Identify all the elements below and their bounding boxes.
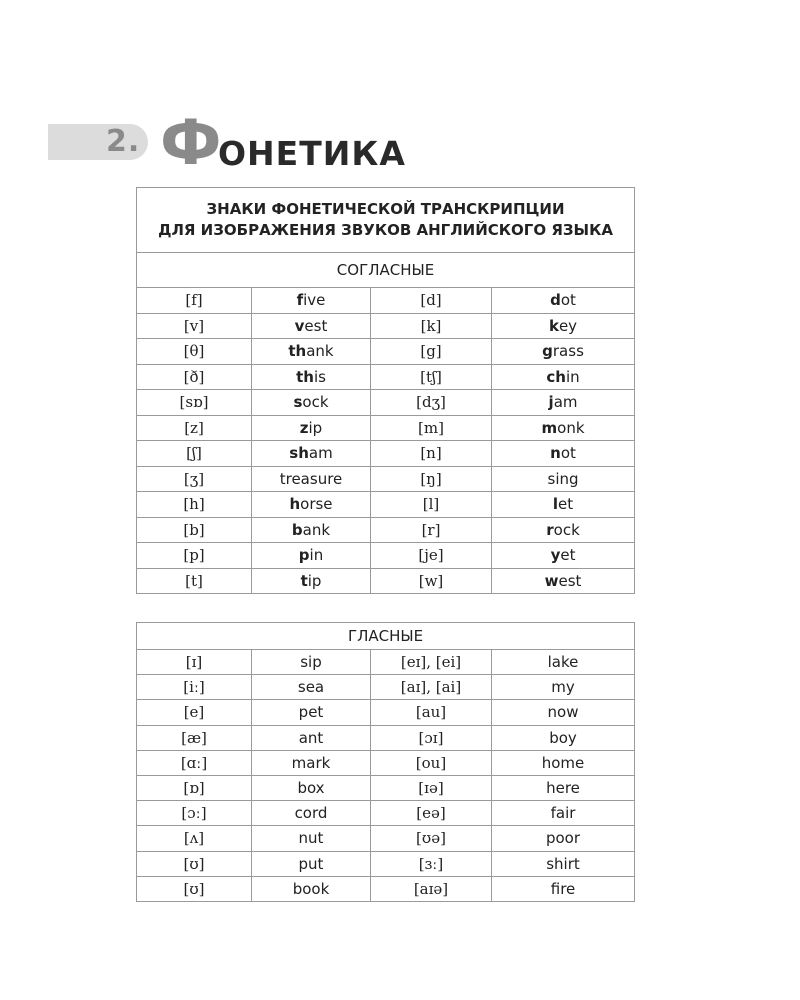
table-row [137, 339, 635, 365]
example-word: poor [492, 826, 635, 851]
caption-line-2: ДЛЯ ИЗОБРАЖЕНИЯ ЗВУКОВ АНГЛИЙСКОГО ЯЗЫКА [158, 221, 613, 239]
phonetic-symbol: [b] [137, 517, 252, 543]
phonetic-symbol: [ʌ] [137, 826, 252, 851]
example-word: sing [492, 466, 635, 492]
table-row [137, 750, 635, 775]
vowels-table [136, 622, 635, 902]
phonetic-symbol: [ɪə] [371, 775, 492, 800]
consonants-section-title: СОГЛАСНЫЕ [137, 253, 635, 288]
example-word: fire [492, 876, 635, 901]
phonetic-symbol: [eə] [371, 801, 492, 826]
example-word: five [252, 288, 371, 314]
example-word: dot [492, 288, 635, 314]
example-word: treasure [252, 466, 371, 492]
phonetic-symbol: [n] [371, 441, 492, 467]
example-word: tip [252, 568, 371, 594]
example-word: here [492, 775, 635, 800]
phonetic-symbol: [r] [371, 517, 492, 543]
example-word: boy [492, 725, 635, 750]
table-row [137, 851, 635, 876]
phonetic-symbol: [aɪ], [ai] [371, 675, 492, 700]
table-row [137, 675, 635, 700]
phonetic-symbol: [t] [137, 568, 252, 594]
example-word: pet [252, 700, 371, 725]
phonetic-symbol: [eɪ], [ei] [371, 650, 492, 675]
phonetic-symbol: [ɒ] [137, 775, 252, 800]
phonetic-symbol: [w] [371, 568, 492, 594]
table-row [137, 415, 635, 441]
example-word: mark [252, 750, 371, 775]
table-row [137, 517, 635, 543]
phonetic-symbol: [ʊ] [137, 851, 252, 876]
example-word: vest [252, 313, 371, 339]
phonetic-symbol: [ʊ] [137, 876, 252, 901]
phonetic-symbol: [e] [137, 700, 252, 725]
example-word: home [492, 750, 635, 775]
phonetic-symbol: [p] [137, 543, 252, 569]
example-word: thank [252, 339, 371, 365]
example-word: now [492, 700, 635, 725]
phonetic-symbol: [l] [371, 492, 492, 518]
phonetic-symbol: [æ] [137, 725, 252, 750]
table-row [137, 466, 635, 492]
phonetic-symbol: [g] [371, 339, 492, 365]
example-word: box [252, 775, 371, 800]
phonetic-symbol: [sɒ] [137, 390, 252, 416]
phonetic-symbol: [ʒ] [137, 466, 252, 492]
table-row [137, 288, 635, 314]
phonetic-symbol: [f] [137, 288, 252, 314]
table-row [137, 492, 635, 518]
caption-line-1: ЗНАКИ ФОНЕТИЧЕСКОЙ ТРАНСКРИПЦИИ [206, 200, 565, 218]
example-word: not [492, 441, 635, 467]
example-word: bank [252, 517, 371, 543]
table-row [137, 441, 635, 467]
example-word: rock [492, 517, 635, 543]
phonetic-symbol: [aɪə] [371, 876, 492, 901]
vowels-rows [137, 650, 635, 902]
table-row [137, 725, 635, 750]
table-row [137, 876, 635, 901]
chapter-header [0, 106, 800, 179]
phonetic-symbol: [ou] [371, 750, 492, 775]
example-word: my [492, 675, 635, 700]
table-row [137, 364, 635, 390]
table-caption [137, 188, 635, 253]
phonetic-symbol: [iː] [137, 675, 252, 700]
phonetic-symbol: [ð] [137, 364, 252, 390]
example-word: fair [492, 801, 635, 826]
table-row [137, 390, 635, 416]
phonetic-symbol: [tʃ] [371, 364, 492, 390]
example-word: chin [492, 364, 635, 390]
example-word: monk [492, 415, 635, 441]
phonetic-symbol: [z] [137, 415, 252, 441]
phonetic-symbol: [ʃ] [137, 441, 252, 467]
phonetic-symbol: [k] [371, 313, 492, 339]
example-word: this [252, 364, 371, 390]
chapter-number: 2. [106, 124, 141, 159]
chapter-title-rest: ОНЕТИКА [218, 134, 406, 173]
phonetic-symbol: [v] [137, 313, 252, 339]
phonetic-symbol: [ŋ] [371, 466, 492, 492]
example-word: west [492, 568, 635, 594]
phonetic-symbol: [d] [371, 288, 492, 314]
table-row [137, 650, 635, 675]
example-word: grass [492, 339, 635, 365]
chapter-title-initial: Ф [160, 106, 222, 179]
phonetic-symbol: [m] [371, 415, 492, 441]
phonetic-symbol: [h] [137, 492, 252, 518]
phonetic-symbol: [ɔː] [137, 801, 252, 826]
consonants-table [136, 187, 635, 594]
table-row [137, 313, 635, 339]
table-row [137, 700, 635, 725]
table-row [137, 826, 635, 851]
example-word: shirt [492, 851, 635, 876]
phonetic-symbol: [ɪ] [137, 650, 252, 675]
example-word: cord [252, 801, 371, 826]
phonetic-symbol: [dʒ] [371, 390, 492, 416]
table-row [137, 775, 635, 800]
phonetic-symbol: [θ] [137, 339, 252, 365]
example-word: put [252, 851, 371, 876]
phonetic-symbol: [ɜː] [371, 851, 492, 876]
example-word: horse [252, 492, 371, 518]
example-word: sham [252, 441, 371, 467]
table-row [137, 568, 635, 594]
example-word: lake [492, 650, 635, 675]
example-word: key [492, 313, 635, 339]
example-word: let [492, 492, 635, 518]
table-row [137, 543, 635, 569]
example-word: zip [252, 415, 371, 441]
consonants-rows [137, 288, 635, 594]
phonetic-symbol: [ɑː] [137, 750, 252, 775]
example-word: sip [252, 650, 371, 675]
example-word: yet [492, 543, 635, 569]
example-word: sock [252, 390, 371, 416]
phonetic-symbol: [au] [371, 700, 492, 725]
example-word: jam [492, 390, 635, 416]
example-word: pin [252, 543, 371, 569]
example-word: ant [252, 725, 371, 750]
example-word: nut [252, 826, 371, 851]
phonetic-symbol: [je] [371, 543, 492, 569]
phonetic-symbol: [ʊə] [371, 826, 492, 851]
phonetic-symbol: [ɔɪ] [371, 725, 492, 750]
example-word: book [252, 876, 371, 901]
table-row [137, 801, 635, 826]
vowels-section-title: ГЛАСНЫЕ [137, 623, 635, 650]
example-word: sea [252, 675, 371, 700]
